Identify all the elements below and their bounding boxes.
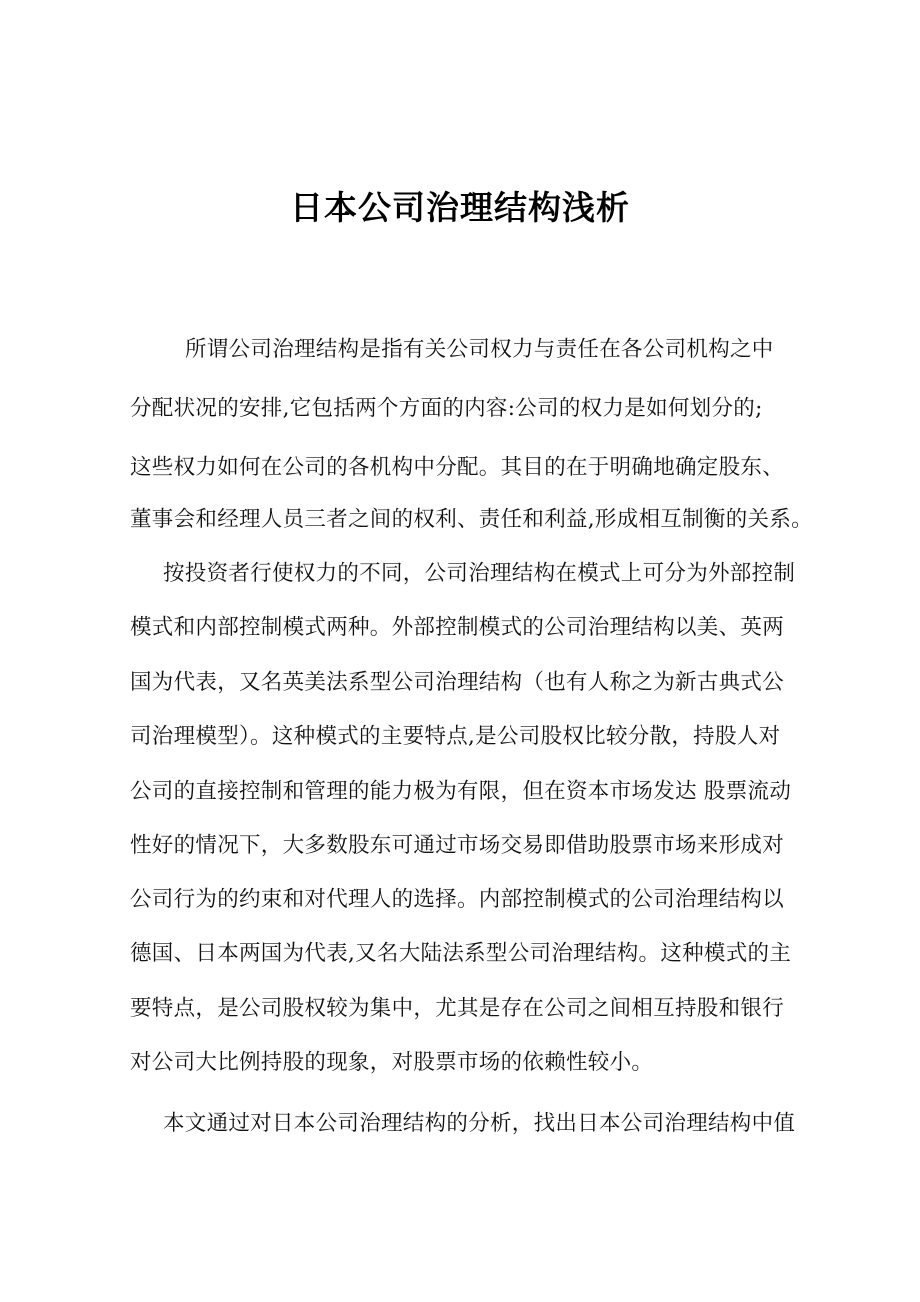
text-line: 对公司大比例持股的现象，对股票市场的依赖性较小。 <box>130 1050 654 1075</box>
document-title: 日本公司治理结构浅析 <box>290 188 630 228</box>
text-line: 模式和内部控制模式两种。外部控制模式的公司治理结构以美、英两 <box>130 615 785 640</box>
text-line: 分配状况的安排,它包括两个方面的内容:公司的权力是如何划分的; <box>130 396 763 421</box>
text-line: 德国、日本两国为代表,又名大陆法系型公司治理结构。这种模式的主 <box>130 941 792 966</box>
text-line: 这些权力如何在公司的各机构中分配。其目的在于明确地确定股东、 <box>130 455 785 480</box>
text-line: 所谓公司治理结构是指有关公司权力与责任在各公司机构之中 <box>185 337 774 362</box>
text-line: 公司行为的约束和对代理人的选择。内部控制模式的公司治理结构以 <box>130 887 785 912</box>
text-line: 司治理模型）。这种模式的主要特点,是公司股权比较分散，持股人对 <box>130 724 781 749</box>
text-line: 董事会和经理人员三者之间的权利、责任和利益,形成相互制衡的关系。 <box>130 507 813 532</box>
text-line: 要特点，是公司股权较为集中，尤其是存在公司之间相互持股和银行 <box>130 996 785 1021</box>
text-line: 国为代表，又名英美法系型公司治理结构（也有人称之为新古典式公 <box>130 670 785 695</box>
text-line: 按投资者行使权力的不同，公司治理结构在模式上可分为外部控制 <box>163 561 796 586</box>
text-line: 本文通过对日本公司治理结构的分析，找出日本公司治理结构中值 <box>163 1111 796 1136</box>
text-line: 性好的情况下，大多数股东可通过市场交易即借助股票市场来形成对 <box>130 833 785 858</box>
text-line: 公司的直接控制和管理的能力极为有限，但在资本市场发达 股票流动 <box>130 779 792 804</box>
